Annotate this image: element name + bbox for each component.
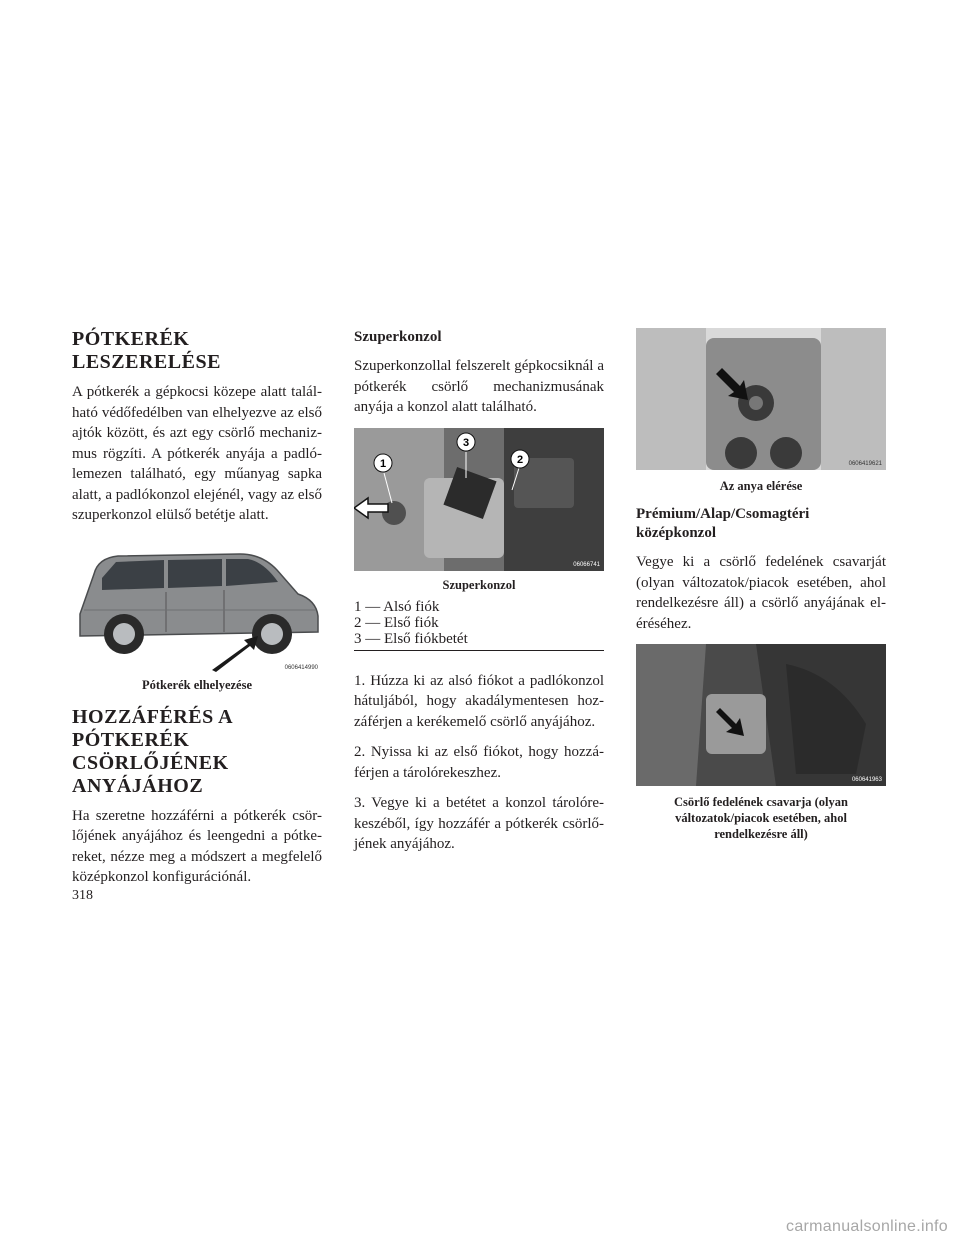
minivan-illustration [72,544,322,674]
legend-item: 3 — Első fiókbetét [354,630,468,647]
figure-code: 06064196​3 [851,777,882,783]
figure-superconsole [354,428,604,571]
subheading-premium-console: Prémium/Alap/Csomagtéri középkonzol [636,506,810,541]
winch-cover-photo [636,644,886,786]
figure-caption: Pótkerék elhelyezése [141,677,253,692]
step-2: 2. Nyissa ki az első fiókot, hogy hozzá-férjen a tárolórekeszhez. [354,744,604,781]
figure-nut-access [636,328,886,470]
page-title: PÓTKERÉK LESZERELÉSE [72,328,221,373]
section-title: HOZZÁFÉRÉS A PÓTKERÉK CSÖRLŐJÉNEK ANYÁJÁHOZ [72,705,232,797]
step-1: 1. Húzza ki az alsó fiókot a padlókonzol hátuljából, hogy akadálymentesen hoz-záférjen a kerékemelő csörlő anyájához. [354,672,604,730]
step-3: 3. Vegye ki a betétet a konzol tárolóre-keszéből, így hozzáfér a pótkerék csörlő-jének anyájához. [354,795,604,852]
section-paragraph: Ha szeretne hozzáférni a pótkerék csör-lőjének anyájához és leengedni a pótke-reket, nézze meg a módszert a megfelelő középkonzol konfigurációnál. [72,807,322,885]
premium-console-paragraph: Vegye ki a csörlő fedelének csavarját (olyan változatok/piacok esetében, ahol rendelkezésre áll) a csörlő anyájának el-éréséhez. [636,554,886,632]
intro-paragraph: A pótkerék a gépkocsi közepe alatt talál-ható védőfedélben van elhelyezve az első ajtók között, és azt egy csörlő mechaniz-mus rögzíti. A pótkerék anyája a padló-lemezen található, egy műanyag sapka alatt, a padlókonzol elejénél, vagy az első szuperkonzol elülső betétje alatt. [72,384,322,523]
nut-access-photo [636,328,886,470]
legend-item: 1 — Alsó fiók [354,598,440,615]
figure-caption: Csörlő fedelének csavarja (olyan változatok/piacok esetében, ahol rendelkezésre áll) [674,795,848,841]
figure-code: 06066741 [573,561,600,568]
column-right [636,328,886,842]
column-middle [354,328,604,865]
subheading-superconsole: Szuperkonzol [354,329,442,345]
figure-code: 0606414990 [284,664,318,671]
figure-caption: Szuperkonzol [442,577,516,592]
callout-2: 2 [516,453,524,466]
page-number: 318 [72,888,93,903]
watermark: carmanualsonline.info [786,1218,948,1235]
figure-winch-cover-screw [636,644,886,786]
figure-caption: Az anya elérése [719,479,803,493]
superconsole-paragraph: Szuperkonzollal felszerelt gépkocsiknál a pótkerék csörlő mechanizmusának anyája a konzol alatt található. [354,358,604,415]
figure-code: 0606419621 [848,461,882,467]
figure-spare-wheel-location [72,544,322,674]
callout-1: 1 [379,457,387,470]
superconsole-photo [354,428,604,571]
callout-3: 3 [462,436,470,449]
legend-item: 2 — Első fiók [354,614,439,631]
figure-legend [354,599,604,651]
column-left [72,328,322,898]
